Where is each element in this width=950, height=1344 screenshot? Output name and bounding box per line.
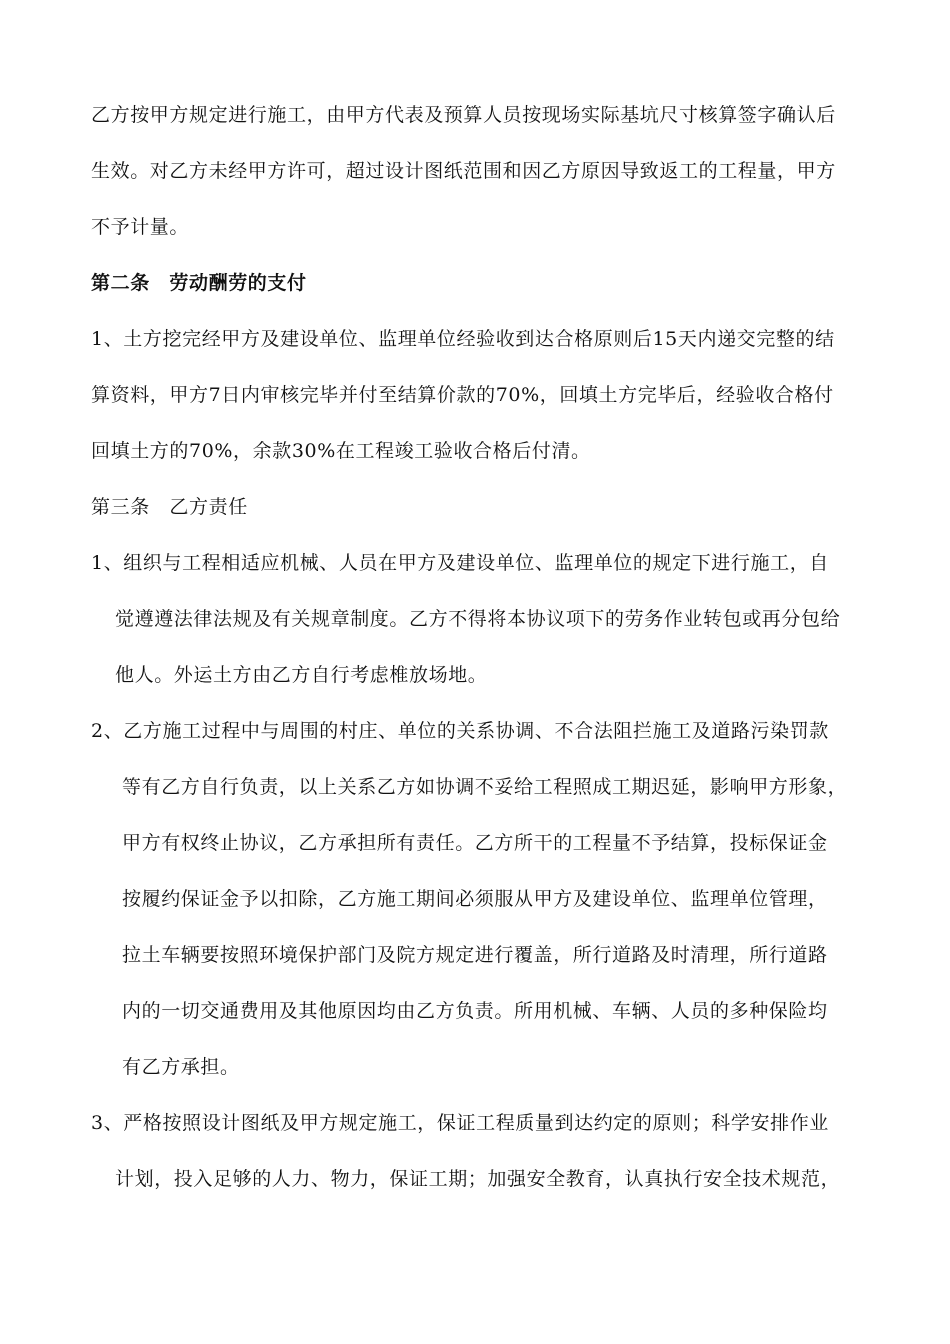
article-3-item-1-line-2: 觉遵遵法律法规及有关规章制度。乙方不得将本协议项下的劳务作业转包或再分包给 <box>115 608 841 630</box>
article-3-item-1-line-1: 1、组织与工程相适应机械、人员在甲方及建设单位、监理单位的规定下进行施工，自 <box>91 552 829 574</box>
article-3-item-2-line-3: 甲方有权终止协议，乙方承担所有责任。乙方所干的工程量不予结算，投标保证金 <box>122 832 828 854</box>
article-3-heading: 第三条 乙方责任 <box>91 496 248 518</box>
intro-line-1: 乙方按甲方规定进行施工，由甲方代表及预算人员按现场实际基坑尺寸核算签字确认后 <box>91 104 836 126</box>
article-3-item-1-line-3: 他人。外运土方由乙方自行考虑椎放场地。 <box>115 664 488 686</box>
article-3-item-3-line-2: 计划，投入足够的人力、物力，保证工期；加强安全教育，认真执行安全技术规范， <box>115 1168 841 1190</box>
intro-line-2: 生效。对乙方未经甲方许可，超过设计图纸范围和因乙方原因导致返工的工程量，甲方 <box>91 160 836 182</box>
article-3-item-2-line-5: 拉土车辆要按照环境保护部门及院方规定进行覆盖，所行道路及时清理，所行道路 <box>122 944 828 966</box>
article-3-item-2-line-4: 按履约保证金予以扣除，乙方施工期间必须服从甲方及建设单位、监理单位管理， <box>122 888 828 910</box>
article-3-item-3-line-1: 3、严格按照设计图纸及甲方规定施工，保证工程质量到达约定的原则；科学安排作业 <box>91 1112 829 1134</box>
article-2-heading: 第二条 劳动酬劳的支付 <box>91 272 307 294</box>
intro-line-3: 不予计量。 <box>91 216 190 238</box>
article-2-item-1-line-3: 回填土方的70%，余款30%在工程竣工验收合格后付清。 <box>91 440 591 462</box>
article-3-item-2-line-7: 有乙方承担。 <box>122 1056 240 1078</box>
article-3-item-2-line-2: 等有乙方自行负责，以上关系乙方如协调不妥给工程照成工期迟延，影响甲方形象， <box>122 776 848 798</box>
article-2-item-1-line-2: 算资料，甲方7日内审核完毕并付至结算价款的70%，回填土方完毕后，经验收合格付 <box>91 384 834 406</box>
article-3-item-2-line-1: 2、乙方施工过程中与周围的村庄、单位的关系协调、不合法阻拦施工及道路污染罚款 <box>91 720 829 742</box>
article-2-item-1-line-1: 1、土方挖完经甲方及建设单位、监理单位经验收到达合格原则后15天内递交完整的结 <box>91 328 835 350</box>
article-3-item-2-line-6: 内的一切交通费用及其他原因均由乙方负责。所用机械、车辆、人员的多种保险均 <box>122 1000 828 1022</box>
